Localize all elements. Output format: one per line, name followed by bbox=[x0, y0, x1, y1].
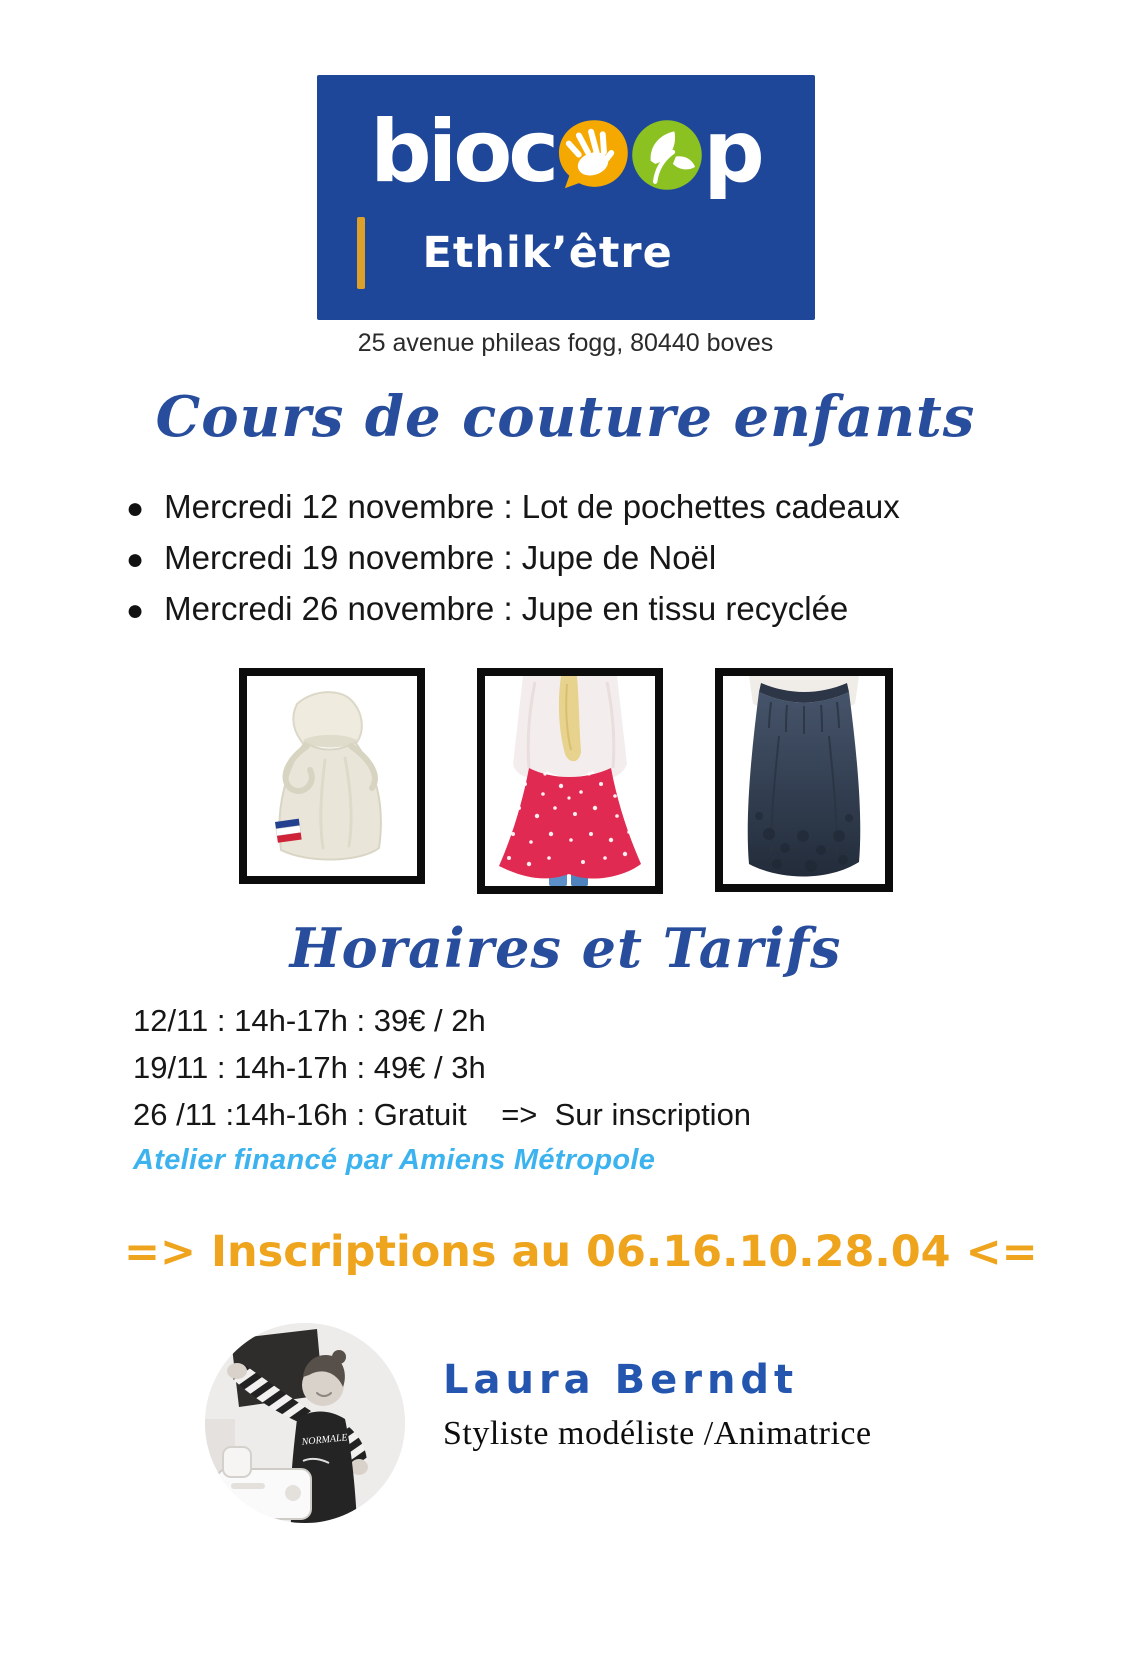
schedule-list bbox=[133, 1002, 1131, 1134]
french-flag-tag bbox=[275, 819, 302, 843]
bullet-icon: ● bbox=[126, 492, 145, 525]
session-item-3 bbox=[126, 590, 1131, 628]
bullet-icon: ● bbox=[126, 543, 145, 576]
course-title: Cours de couture enfants bbox=[155, 384, 976, 450]
biocoop-logo-box bbox=[317, 75, 815, 320]
animator-photo bbox=[205, 1323, 405, 1523]
hand-blob-icon bbox=[556, 118, 630, 192]
red-christmas-skirt-photo bbox=[485, 676, 655, 886]
store-address: 25 avenue phileas fogg, 80440 boves bbox=[357, 329, 774, 357]
schedule-line-2: 19/11 : 14h-17h : 49€ / 3h bbox=[133, 1050, 486, 1086]
animator-section bbox=[205, 1323, 1131, 1523]
session-item-1 bbox=[126, 488, 1131, 526]
flyer bbox=[0, 75, 1131, 1675]
schedule-line-3: 26 /11 :14h-16h : Gratuit => Sur inscription bbox=[133, 1097, 752, 1133]
store-name: Ethik’être bbox=[422, 227, 673, 278]
session-text-3: Mercredi 26 novembre : Jupe en tissu recyclée bbox=[164, 590, 849, 627]
schedule-line-1: 12/11 : 14h-17h : 39€ / 2h bbox=[133, 1003, 486, 1038]
svg-text:NORMALE: NORMALE bbox=[301, 1431, 349, 1448]
photo-frame-gift-pouch bbox=[239, 668, 425, 884]
animator-name: Laura Berndt bbox=[443, 1356, 799, 1403]
logo-block bbox=[317, 75, 815, 358]
photos-row bbox=[0, 668, 1131, 894]
registration-callout: => Inscriptions au 06.16.10.28.04 <= bbox=[124, 1226, 1038, 1277]
brand-text-bioc: bioc bbox=[370, 101, 556, 202]
leaf-blob-icon bbox=[630, 118, 704, 192]
gift-pouch-photo bbox=[247, 676, 417, 876]
store-name-line bbox=[357, 217, 815, 289]
photo-frame-red-skirt bbox=[477, 668, 663, 894]
bullet-icon: ● bbox=[126, 594, 145, 627]
schedule-heading: Horaires et Tarifs bbox=[289, 916, 842, 980]
sessions-list bbox=[126, 488, 1131, 628]
session-text-1: Mercredi 12 novembre : Lot de pochettes cadeaux bbox=[164, 488, 900, 525]
animator-text bbox=[443, 1357, 872, 1453]
session-text-2: Mercredi 19 novembre : Jupe de Noël bbox=[164, 539, 717, 576]
session-item-2 bbox=[126, 539, 1131, 577]
funding-note: Atelier financé par Amiens Métropole bbox=[133, 1143, 656, 1176]
animator-role: Styliste modéliste /Animatrice bbox=[443, 1414, 872, 1452]
gold-bar-decoration bbox=[357, 217, 365, 289]
biocoop-wordmark bbox=[317, 101, 815, 202]
animator-avatar bbox=[205, 1323, 405, 1523]
brand-text-p: p bbox=[703, 101, 761, 202]
photo-frame-navy-skirt bbox=[715, 668, 893, 892]
navy-recycled-skirt-photo bbox=[723, 676, 885, 884]
